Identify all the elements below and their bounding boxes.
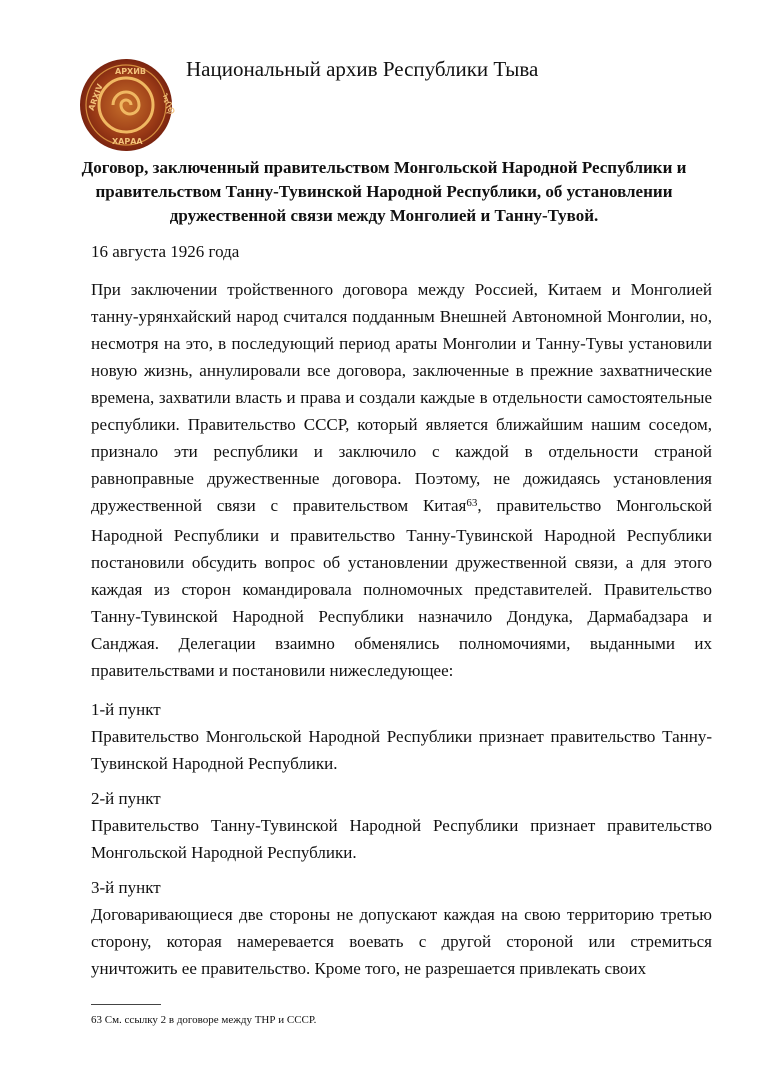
footnote-reference[interactable]: 63 bbox=[466, 497, 478, 509]
svg-text:ᠠᠷᠬᠢᠪ: ᠠᠷᠬᠢᠪ bbox=[160, 92, 176, 116]
point-1-label: 1-й пункт bbox=[91, 700, 161, 719]
archive-name: Национальный архив Республики Тыва bbox=[186, 57, 539, 81]
point-2-label: 2-й пункт bbox=[91, 789, 161, 808]
archive-logo bbox=[79, 58, 176, 152]
svg-text:ARXIV: ARXIV bbox=[86, 82, 105, 112]
point-3-label: 3-й пункт bbox=[91, 878, 161, 897]
footnote-divider bbox=[91, 1004, 161, 1005]
footnote-text: 63 См. ссылку 2 в договоре между ТНР и СССР. bbox=[91, 1014, 317, 1026]
archive-seal-icon bbox=[79, 58, 176, 152]
point-3-text: Договаривающиеся две стороны не допускают каждая на свою территорию третью сторону, которая намеревается воевать с другой стороной или стремиться уничтожить ее правительство. Кроме того, не разрешается привлекать своих bbox=[91, 905, 712, 978]
svg-text:АРХИВ: АРХИВ bbox=[115, 67, 147, 76]
intro-paragraph bbox=[91, 276, 712, 684]
point-1-text: Правительство Монгольской Народной Республики признает правительство Танну-Тувинской Народной Республики. bbox=[91, 727, 712, 773]
intro-text-part-1: При заключении тройственного договора между Россией, Китаем и Монголией танну-урянхайский народ считался подданным Внешней Автономной Монголии, но, несмотря на это, в последующий период араты Монголии и Танну-Тувы установили новую жизнь, аннулировали все договора, заключенные в прежние захватнические времена, захватили власть и права и создали каждые в отдельности самостоятельные республики. Правительство СССР, который является ближайшим нашим соседом, признало эти республики и заключило с каждой в отдельности страной равноправные дружественные договора. Поэтому, не дожидаясь установления дружественной связи с правительством Китая bbox=[91, 280, 712, 515]
svg-text:ХАРАА: ХАРАА bbox=[112, 137, 143, 146]
document-title: Договор, заключенный правительством Монгольской Народной Республики и правительством Танну-Тувинской Народной Республики, об установлении дружественной связи между Монголией и Танну-Тувой. bbox=[81, 158, 687, 225]
point-2-text: Правительство Танну-Тувинской Народной Республики признает правительство Монгольской Народной Республики. bbox=[91, 816, 712, 862]
document-body bbox=[91, 276, 712, 982]
document-date: 16 августа 1926 года bbox=[91, 242, 240, 261]
intro-text-part-2: , правительство Монгольской Народной Республики и правительство Танну-Тувинской Народной Республики постановили обсудить вопрос об установлении дружественной связи, а для этого каждая из сторон командировала полномочных представителей. Правительство Танну-Тувинской Народной Республики назначило Дондука, Дармабадзара и Санджая. Делегации взаимно обменялись полномочиями, выданными их правительствами и постановили нижеследующее: bbox=[91, 496, 712, 680]
